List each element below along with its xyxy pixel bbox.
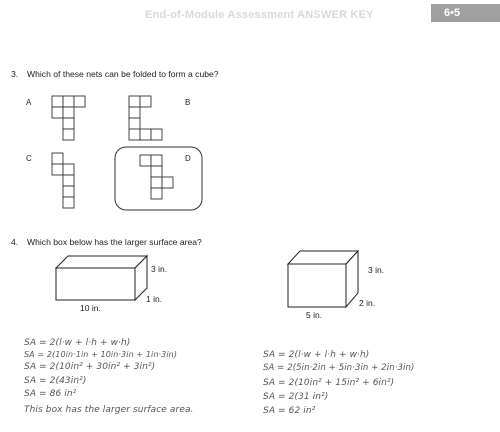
question-4-text: Which box below has the larger surface area? [27,237,202,247]
box-2-height-label: 3 in. [368,265,385,275]
work-right-line-1: SA = 2(l·w + l·h + w·h) [263,350,370,360]
work-left-line-1: SA = 2(l·w + l·h + w·h) [24,338,131,348]
net-b [129,96,162,140]
net-d [140,155,173,199]
box-1-depth-label: 1 in. [146,294,163,304]
box-2-figure [288,251,358,307]
box-2-length-label: 5 in. [306,310,323,320]
option-d-label: D [185,154,191,163]
question-4-number: 4. [11,237,19,247]
box-1-figure [56,256,147,300]
net-c [52,153,74,208]
work-left-conclusion: This box has the larger surface area. [24,405,194,415]
header-title: End-of-Module Assessment ANSWER KEY [145,9,374,21]
work-right-line-5: SA = 62 in² [263,406,316,416]
work-left-line-3: SA = 2(10in² + 30in² + 3in²) [24,362,156,372]
work-right-line-3: SA = 2(10in² + 15in² + 6in²) [263,378,395,388]
question-3-text: Which of these nets can be folded to form a cube? [27,69,219,79]
option-b-label: B [185,98,191,107]
work-left-line-2: SA = 2(10in·1in + 10in·3in + 1in·3in) [24,350,178,359]
option-a-label: A [26,98,32,107]
work-left-line-4: SA = 2(43in²) [24,376,87,386]
question-3-number: 3. [11,69,19,79]
option-c-label: C [26,154,32,163]
work-right-line-4: SA = 2(31 in²) [263,392,329,402]
box-2-depth-label: 2 in. [359,298,376,308]
net-a [52,96,85,140]
box-1-length-label: 10 in. [80,303,101,313]
work-left-line-5: SA = 86 in² [24,389,77,399]
work-right-line-2: SA = 2(5in·2in + 5in·3in + 2in·3in) [263,363,415,373]
box-1-height-label: 3 in. [151,264,168,274]
module-tab-label: 6•5 [444,7,461,19]
